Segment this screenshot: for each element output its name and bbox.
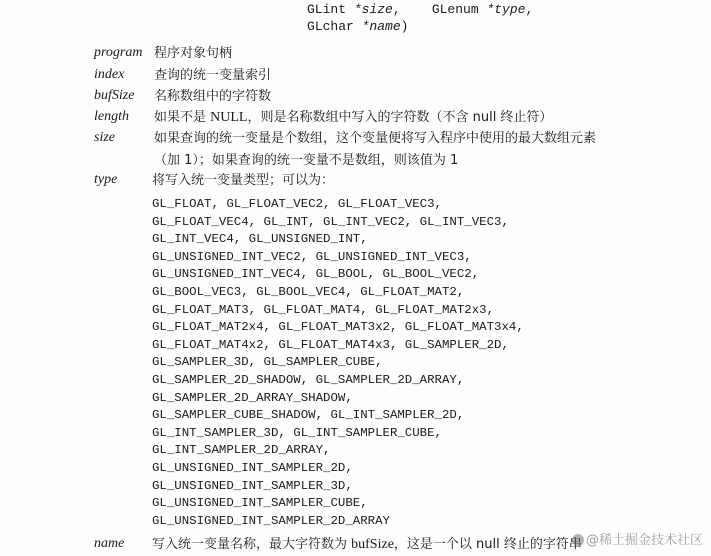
type-value-line: GL_FLOAT_VEC4, GL_INT, GL_INT_VEC2, GL_INT_VEC3,: [152, 214, 509, 229]
type-value-line: GL_INT_VEC4, GL_UNSIGNED_INT,: [152, 232, 368, 247]
type-value-line: GL_FLOAT_MAT3, GL_FLOAT_MAT4, GL_FLOAT_MAT2x3,: [152, 302, 495, 317]
param-row-type: [0, 172, 711, 192]
sig-param-name: *name: [361, 19, 401, 34]
param-name: type: [94, 172, 118, 187]
param-row-bufsize: [0, 88, 711, 108]
param-name: program: [94, 45, 143, 60]
desc-null: NULL: [210, 110, 248, 125]
sig-text: GLint: [307, 2, 354, 17]
desc-text: ，这是一个以 null 终止的字符串: [393, 537, 582, 552]
param-desc: 将写入统一变量类型；可以为：: [152, 173, 335, 188]
desc-bufsize: bufSize: [351, 537, 394, 552]
watermark-logo-icon: [572, 534, 584, 546]
param-desc: [154, 128, 674, 172]
type-value-line: GL_SAMPLER_CUBE_SHADOW, GL_INT_SAMPLER_2D,: [152, 408, 465, 423]
sig-param-type: *type: [486, 2, 526, 17]
param-name: size: [94, 130, 115, 145]
desc-text: ，则是名称数组中写入的字符数（不含 null 终止符）: [247, 110, 553, 125]
param-row-program: [0, 45, 711, 65]
sig-text: ,: [525, 2, 534, 17]
type-value-line: GL_SAMPLER_2D_ARRAY_SHADOW,: [152, 390, 353, 405]
sig-text: GLchar: [307, 19, 362, 34]
param-name: length: [94, 109, 129, 124]
watermark-text: @稀土掘金技术社区: [585, 533, 703, 548]
type-value-line: GL_INT_SAMPLER_2D_ARRAY,: [152, 443, 331, 458]
type-value-line: GL_INT_SAMPLER_3D, GL_INT_SAMPLER_CUBE,: [152, 425, 442, 440]
type-value-line: GL_BOOL_VEC3, GL_BOOL_VEC4, GL_FLOAT_MAT2,: [152, 284, 465, 299]
sig-param-size: *size: [353, 2, 393, 17]
type-value-line: GL_SAMPLER_2D_SHADOW, GL_SAMPLER_2D_ARRAY,: [152, 372, 465, 387]
param-name: index: [94, 67, 125, 82]
type-value-line: GL_UNSIGNED_INT_SAMPLER_2D,: [152, 460, 353, 475]
param-desc: 程序对象句柄: [154, 46, 233, 61]
type-value-line: GL_UNSIGNED_INT_VEC4, GL_BOOL, GL_BOOL_VEC2,: [152, 267, 480, 282]
param-name: bufSize: [94, 88, 135, 103]
type-value-line: GL_FLOAT_MAT2x4, GL_FLOAT_MAT3x2, GL_FLOAT_MAT3x4,: [152, 320, 524, 335]
param-row-index: [0, 67, 711, 87]
param-desc: [154, 107, 674, 129]
param-desc: 名称数组中的字符数: [154, 89, 272, 104]
watermark: [572, 529, 703, 548]
param-desc: 查询的统一变量索引: [154, 68, 272, 83]
type-value-line: GL_FLOAT, GL_FLOAT_VEC2, GL_FLOAT_VEC3,: [152, 197, 442, 211]
type-value-line: GL_FLOAT_MAT4x2, GL_FLOAT_MAT4x3, GL_SAMPLER_2D,: [152, 337, 509, 352]
signature-line-2: [307, 19, 408, 34]
sig-text: , GLenum: [392, 2, 487, 17]
desc-line-1: 如果查询的统一变量是个数组，这个变量便将写入程序中使用的最大数组元素: [154, 131, 597, 146]
param-row-size: [0, 130, 711, 168]
type-value-line: GL_UNSIGNED_INT_SAMPLER_3D,: [152, 478, 353, 493]
type-value-line: GL_UNSIGNED_INT_SAMPLER_CUBE,: [152, 496, 368, 511]
type-value-line: GL_UNSIGNED_INT_SAMPLER_2D_ARRAY: [152, 513, 390, 528]
desc-text: 如果不是: [154, 110, 211, 125]
param-row-length: [0, 109, 711, 129]
sig-text: ): [400, 19, 409, 34]
desc-line-2: （加 1）；如果查询的统一变量不是数组，则该值为 1: [154, 153, 459, 168]
param-name: name: [94, 536, 125, 551]
type-value-line: GL_SAMPLER_3D, GL_SAMPLER_CUBE,: [152, 355, 383, 370]
type-value-line: GL_UNSIGNED_INT_VEC2, GL_UNSIGNED_INT_VEC3,: [152, 249, 472, 264]
signature-line-1: [307, 2, 533, 17]
desc-text: 写入统一变量名称，最大字符数为: [152, 537, 352, 552]
type-value-list: [152, 196, 524, 530]
